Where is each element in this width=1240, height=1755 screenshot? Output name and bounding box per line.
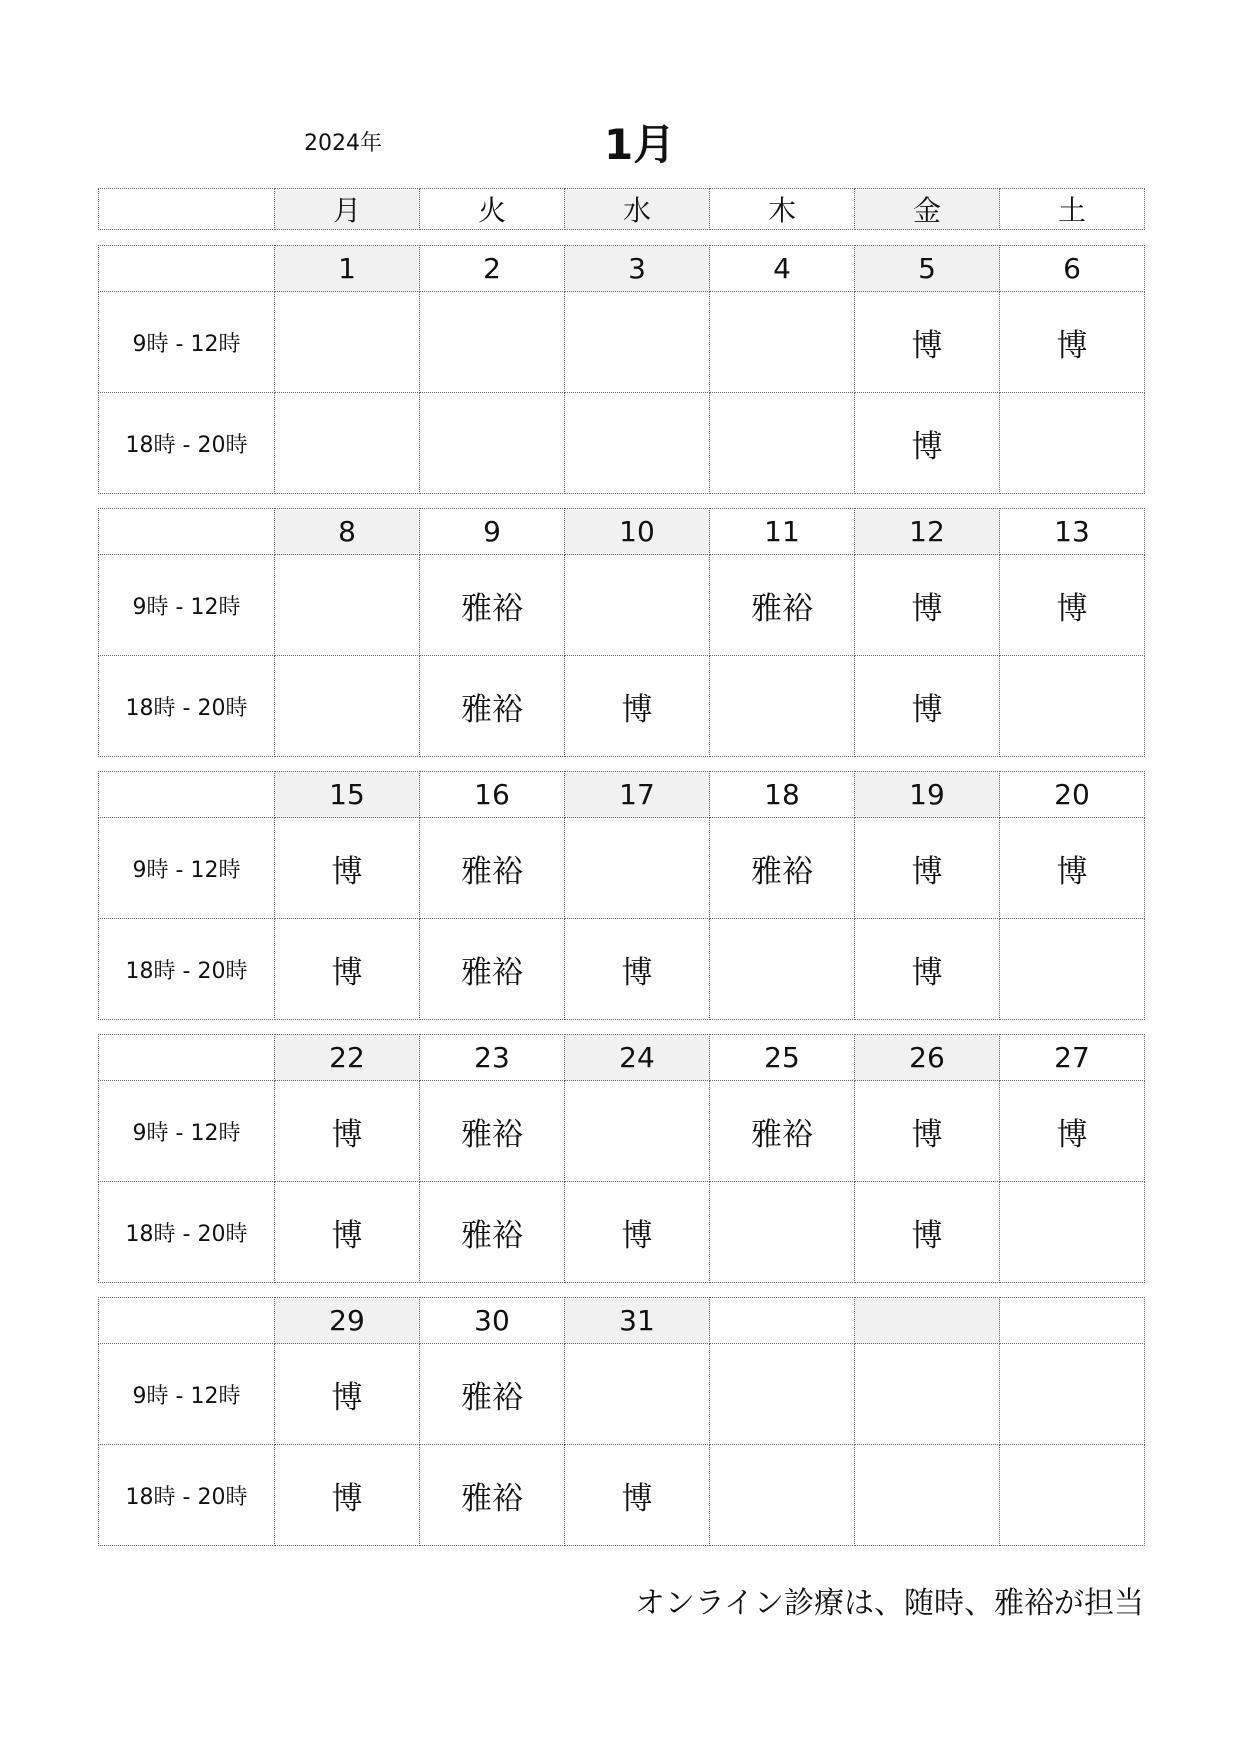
evening-doctor-cell: 博 [565,656,710,757]
morning-doctor-cell [565,555,710,656]
morning-doctor-cell [710,292,855,393]
date-row-blank [99,772,275,818]
date-cell: 18 [710,772,855,818]
morning-doctor-cell: 博 [1000,818,1145,919]
morning-doctor-cell [275,292,420,393]
date-cell: 13 [1000,509,1145,555]
evening-doctor-cell: 雅裕 [420,1445,565,1546]
morning-doctor-cell [565,818,710,919]
morning-doctor-cell: 雅裕 [420,818,565,919]
date-cell: 10 [565,509,710,555]
date-cell: 25 [710,1035,855,1081]
evening-slot-label: 18時 - 20時 [99,1182,275,1283]
evening-doctor-cell [1000,393,1145,494]
evening-doctor-cell: 博 [565,1182,710,1283]
morning-doctor-cell: 博 [275,1344,420,1445]
evening-slot-label: 18時 - 20時 [99,1445,275,1546]
morning-doctor-cell: 雅裕 [420,1081,565,1182]
morning-doctor-cell: 博 [855,555,1000,656]
morning-doctor-cell: 博 [855,1081,1000,1182]
online-consultation-note: オンライン診療は、随時、雅裕が担当 [634,1586,1144,1621]
morning-doctor-cell: 博 [1000,292,1145,393]
date-row-blank [99,246,275,292]
date-cell: 15 [275,772,420,818]
evening-doctor-cell [1000,656,1145,757]
morning-slot-label: 9時 - 12時 [99,818,275,919]
date-cell: 11 [710,509,855,555]
morning-doctor-cell [565,1081,710,1182]
evening-doctor-cell: 博 [565,919,710,1020]
morning-doctor-cell: 雅裕 [710,1081,855,1182]
morning-doctor-cell [710,1344,855,1445]
evening-doctor-cell [710,1182,855,1283]
date-cell: 6 [1000,246,1145,292]
morning-slot-label: 9時 - 12時 [99,1344,275,1445]
date-row-blank [99,1035,275,1081]
evening-doctor-cell: 博 [855,1182,1000,1283]
week-1-block [98,245,1145,494]
date-row-blank [99,509,275,555]
date-cell: 5 [855,246,1000,292]
evening-doctor-cell: 博 [855,393,1000,494]
morning-doctor-cell: 博 [855,292,1000,393]
morning-slot-label: 9時 - 12時 [99,555,275,656]
weekday-wed: 水 [565,189,710,230]
morning-doctor-cell [565,1344,710,1445]
date-cell: 22 [275,1035,420,1081]
morning-doctor-cell: 雅裕 [710,818,855,919]
date-cell [1000,1298,1145,1344]
header-blank-cell [99,189,275,230]
week-2-block [98,508,1145,757]
weekday-sat: 土 [1000,189,1145,230]
date-cell: 12 [855,509,1000,555]
weekday-thu: 木 [710,189,855,230]
week-4-block [98,1034,1145,1283]
date-cell: 24 [565,1035,710,1081]
evening-doctor-cell [1000,1182,1145,1283]
year-label: 2024年 [304,131,382,156]
evening-slot-label: 18時 - 20時 [99,919,275,1020]
date-cell: 19 [855,772,1000,818]
date-row-blank [99,1298,275,1344]
morning-slot-label: 9時 - 12時 [99,292,275,393]
morning-doctor-cell [420,292,565,393]
morning-doctor-cell: 雅裕 [420,555,565,656]
morning-doctor-cell: 雅裕 [710,555,855,656]
morning-doctor-cell: 博 [275,818,420,919]
month-title: 1月 [604,120,676,169]
morning-doctor-cell [275,555,420,656]
evening-doctor-cell [710,393,855,494]
date-cell: 1 [275,246,420,292]
date-cell: 17 [565,772,710,818]
date-cell: 8 [275,509,420,555]
date-cell: 29 [275,1298,420,1344]
evening-doctor-cell [1000,919,1145,1020]
weekday-mon: 月 [275,189,420,230]
morning-doctor-cell: 博 [855,818,1000,919]
evening-doctor-cell: 博 [565,1445,710,1546]
evening-doctor-cell: 博 [275,1445,420,1546]
evening-doctor-cell [710,1445,855,1546]
date-cell: 20 [1000,772,1145,818]
evening-doctor-cell [1000,1445,1145,1546]
evening-doctor-cell [275,393,420,494]
evening-doctor-cell: 博 [855,656,1000,757]
morning-doctor-cell: 博 [275,1081,420,1182]
date-cell: 9 [420,509,565,555]
morning-doctor-cell: 雅裕 [420,1344,565,1445]
date-cell [710,1298,855,1344]
evening-doctor-cell: 雅裕 [420,1182,565,1283]
date-cell: 4 [710,246,855,292]
evening-doctor-cell [565,393,710,494]
date-cell: 27 [1000,1035,1145,1081]
evening-doctor-cell [275,656,420,757]
evening-doctor-cell [710,656,855,757]
morning-doctor-cell [565,292,710,393]
week-5-block [98,1297,1145,1546]
evening-doctor-cell: 博 [855,919,1000,1020]
date-cell: 23 [420,1035,565,1081]
morning-doctor-cell [855,1344,1000,1445]
weekday-fri: 金 [855,189,1000,230]
morning-doctor-cell [1000,1344,1145,1445]
evening-doctor-cell [420,393,565,494]
evening-doctor-cell: 博 [275,919,420,1020]
date-cell: 31 [565,1298,710,1344]
evening-doctor-cell: 博 [275,1182,420,1283]
evening-slot-label: 18時 - 20時 [99,393,275,494]
weekday-header [98,188,1145,230]
date-cell: 3 [565,246,710,292]
weekday-tue: 火 [420,189,565,230]
date-cell: 2 [420,246,565,292]
evening-doctor-cell: 雅裕 [420,919,565,1020]
evening-doctor-cell [710,919,855,1020]
date-cell: 30 [420,1298,565,1344]
date-cell: 26 [855,1035,1000,1081]
evening-slot-label: 18時 - 20時 [99,656,275,757]
date-cell [855,1298,1000,1344]
date-cell: 16 [420,772,565,818]
week-3-block [98,771,1145,1020]
morning-doctor-cell: 博 [1000,555,1145,656]
morning-slot-label: 9時 - 12時 [99,1081,275,1182]
evening-doctor-cell [855,1445,1000,1546]
evening-doctor-cell: 雅裕 [420,656,565,757]
morning-doctor-cell: 博 [1000,1081,1145,1182]
